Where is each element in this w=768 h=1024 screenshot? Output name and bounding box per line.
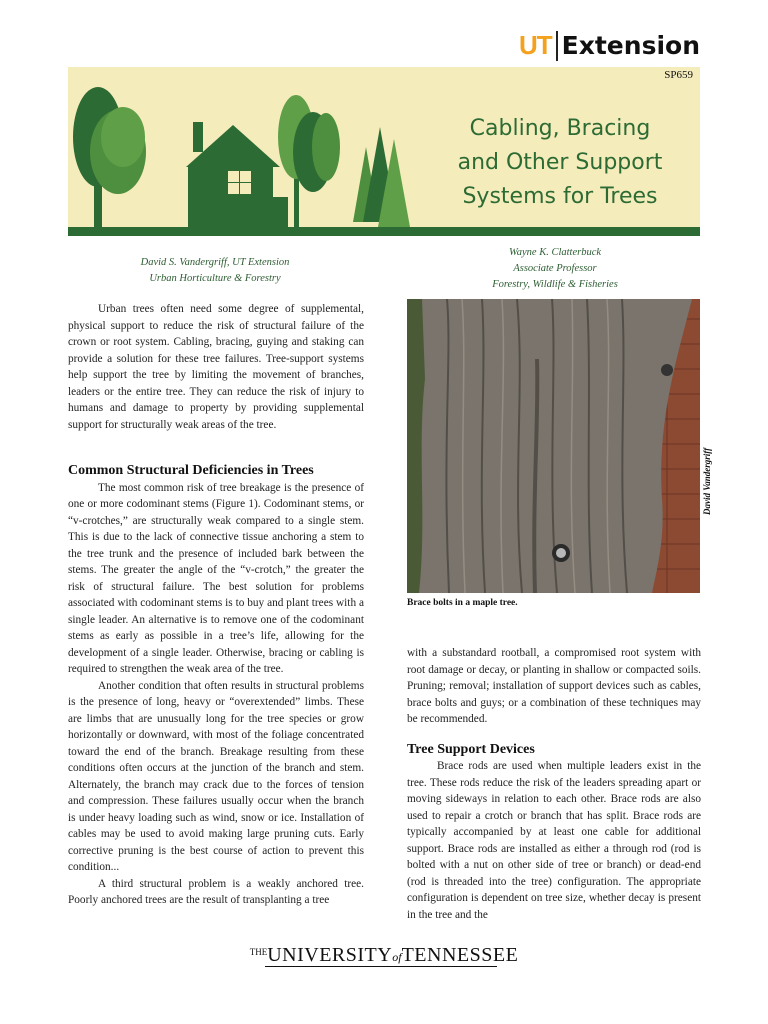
body-paragraph: with a substandard rootball, a compromised root system with root damage or decay, or planting in shallow or compacted soils. Pruning; removal; installation of support devices such as cables, brace bolts and guys; or a combination of these techniques may be recommended. [407,647,701,725]
wordmark-the: THE [249,947,268,957]
section-heading: Common Structural Deficiencies in Trees [68,463,314,478]
intro-paragraph-block [68,301,364,433]
large-tree-icon [73,87,146,227]
body-paragraph: The most common risk of tree breakage is the presence of one or more codominant stems (Figure 1). Codominant stems, or “v-crotches,” are structurally weak compared to a single stem. This is due to the lack of connective tissue anchoring a stem to the tree trunk and the presence of included bark between the stems. The greater the angle of the “v-crotch,” the greater the risk of structural failure. The best solution for problems associated with codominant stems is to buy and plant trees with a single leader. An alternative is to remove one of the codominant stems as early as possible in a tree’s life, allowing for the development of a single leader. Otherwise, bracing or cabling is required to strengthen the weak area of the tree. [68,481,364,675]
author-name: David S. Vandergriff, UT Extension [140,257,290,268]
section-structural-deficiencies [68,463,364,909]
wordmark-university: UNIVERSITY [267,944,393,966]
publication-number: SP659 [664,69,693,81]
brace-bolt-photo [407,299,700,593]
university-wordmark [0,944,768,967]
document-title [420,112,700,214]
ut-logo-mark: UT [518,30,552,60]
conifer-trees-icon [353,127,410,227]
title-line: Systems for Trees [462,184,658,209]
column-two-text [407,645,701,923]
body-paragraph: A third structural problem is a weakly anchored tree. Poorly anchored trees are the result of transplanting a tree [68,877,364,906]
banner-divider [68,227,700,236]
ut-extension-logo [519,30,700,61]
photo-credit: David Vandergriff [702,447,712,515]
house-icon [186,122,288,227]
wordmark-underline [265,966,497,967]
author-department: Forestry, Wildlife & Fisheries [492,279,618,290]
logo-divider [556,31,558,61]
logo-text: Extension [561,31,700,60]
photo-caption: Brace bolts in a maple tree. [407,598,518,608]
body-paragraph: Brace rods are used when multiple leaders exist in the tree. These rods reduce the risk of the leaders spreading apart or moving sideways in relation to each other. Brace rods are also used to repair a crotch or branch that has split. Brace rods are typically accompanied by at least one cable for additional support. Brace rods are installed as either a through rod (rod is bolted with a nut on other side of tree or branch) or dead-end (rod is threaded into the tree) configuration. The appropriate configuration is dependent on tree size, whether decay is present in the tree and the [407,760,701,921]
author-name: Wayne K. Clatterbuck [508,247,602,258]
trees-and-house-illustration [68,67,428,227]
wordmark-state: TENNESSEE [401,944,519,966]
intro-paragraph: Urban trees often need some degree of supplemental, physical support to reduce the risk of structural failure of the crown or root system. Cabling, bracing, guying and staking can provide a solution for these tree failures. Tree-support systems help support the tree by limiting the movement of branches, leaders or the entire tree. They can reduce the risk of injury to humans and damage to property by providing supplemental support for structurally weak areas of the tree. [68,303,364,431]
author-title: Associate Professor [513,263,597,274]
body-paragraph: Another condition that often results in structural problems is the presence of long, heavy or “overextended” limbs. These are limbs that are unusually long for the tree species or grow horizontally or downward, with most of the foliage concentrated toward the end of the branch. Breakage resulting from these conditions often occurs at the junction of the branch and stem. Alternately, the branch may crack due to the forces of tension and compression. These failures usually occur when the branch is under heavy loading such as wind, snow or ice. Installation of cables may be used to avoid making large pruning cuts. Early corrective pruning is the best course of action to prevent this condition... [68,679,364,873]
title-line: Cabling, Bracing [469,116,651,141]
author-department: Urban Horticulture & Forestry [149,273,281,284]
section-heading: Tree Support Devices [407,741,535,757]
author-left [100,255,330,287]
wordmark-of: of [392,950,402,964]
author-right [420,245,690,293]
title-line: and Other Support [457,150,663,175]
